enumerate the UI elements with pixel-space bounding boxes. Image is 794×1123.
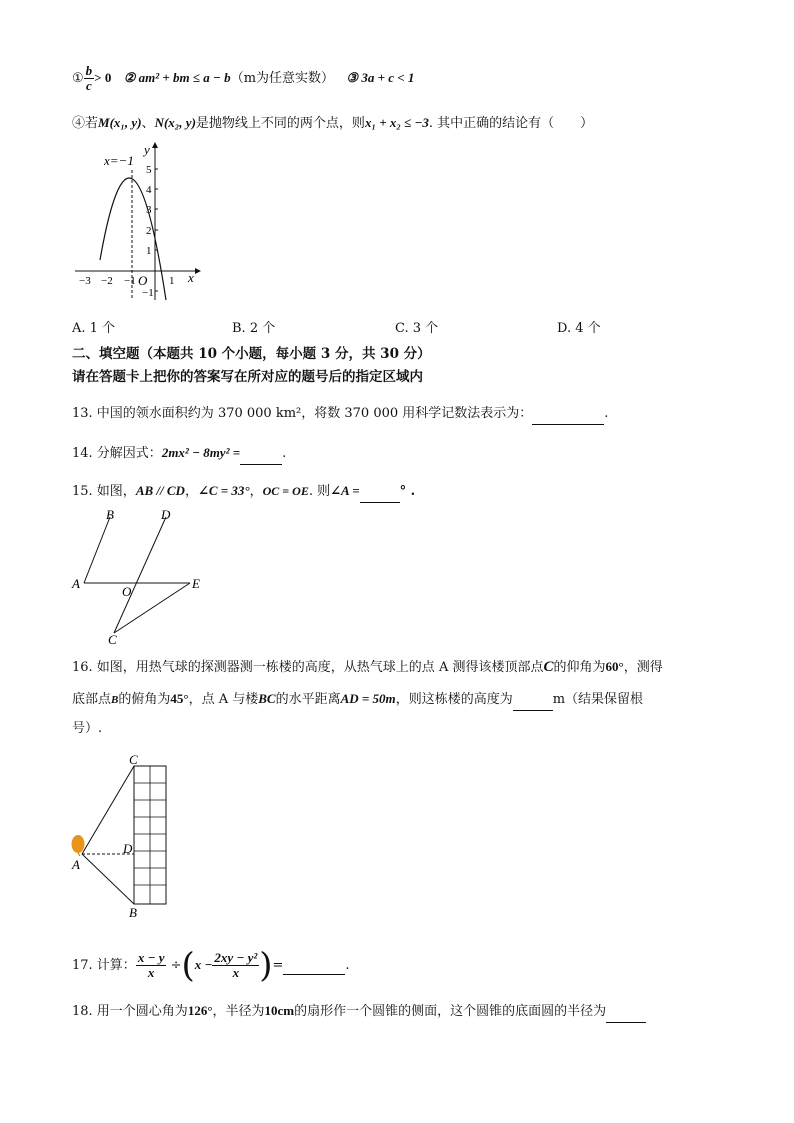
statement-3: ③ 3a + c < 1 (346, 70, 415, 85)
label-E: E (192, 576, 200, 591)
x-tick-neg3: −3 (79, 275, 91, 287)
answer-blank-15[interactable] (360, 482, 400, 503)
question-17: 17. 计算： $\frac{x - y}{x}$ ÷(x − $\frac{\text{2xy − y²}}{x}$ )= . (72, 945, 350, 986)
choice-b[interactable]: B. 2 个 (232, 321, 276, 336)
answer-blank-16[interactable] (513, 690, 553, 711)
choice-a[interactable]: A. 1 个 (72, 321, 116, 336)
angle-a-ask: ∠A = (330, 483, 360, 498)
parabola-graph (70, 140, 205, 305)
label-A: A (72, 576, 80, 591)
q12-statements-line (72, 64, 414, 93)
label-A: A (72, 857, 80, 872)
statement-1-label: ① (72, 71, 84, 86)
building-BC: BC (258, 691, 276, 706)
question-17-text: 17. 计算： (72, 958, 136, 973)
x-tick-neg1: −1 (124, 275, 136, 287)
x-axis-label: x (188, 270, 194, 285)
y-tick-5: 5 (146, 164, 152, 176)
statement-2-note: （m为任意实数） (230, 71, 335, 86)
label-C: C (108, 632, 117, 647)
central-angle: 126° (187, 1003, 213, 1018)
point-C: C (543, 659, 554, 675)
question-13-text: 13. 中国的领水面积约为 370 000 km²，将数 370 000 用科学记数法表示为： (72, 406, 533, 421)
x-tick-neg2: −2 (101, 275, 113, 287)
label-O: O (122, 584, 132, 599)
question-16-line-1: 16. 如图，用热气球的探测器测一栋楼的高度，从热气球上的点 A 测得该楼顶部点C的仰角为60°，测得 (72, 659, 663, 675)
label-B: B (106, 507, 114, 522)
label-D: D (123, 841, 133, 856)
y-tick-1: 1 (146, 245, 152, 257)
point-M: M(x₁, y) (98, 115, 142, 130)
label-D: D (161, 507, 171, 522)
statement-1-fraction: $\frac{b}{c}$ (85, 63, 93, 93)
condition-x-sum: x₁ + x₂ ≤ −3 (364, 115, 429, 130)
sector-radius: 10cm (264, 1003, 295, 1018)
q12-statement-4: ④若M(x₁, y)、N(x₂, y)是抛物线上不同的两个点，则x₁ + x₂ ≤ −3. 其中正确的结论有（ ） (72, 115, 594, 131)
point-B: B (111, 694, 119, 706)
answer-blank-17[interactable] (283, 958, 345, 975)
x-tick-1: 1 (169, 275, 175, 287)
angle-c-condition: ∠C = 33° (197, 483, 250, 498)
factor-expression: 2mx² − 8my² = (161, 445, 241, 460)
label-B: B (129, 905, 137, 920)
question-16-line-3: 号）. (72, 721, 103, 736)
equal-segments-condition: OC = OE (262, 484, 309, 498)
hot-air-balloon-icon (72, 835, 85, 853)
question-18: 18. 用一个圆心角为126°，半径为10cm的扇形作一个圆锥的侧面，这个圆锥的底面圆的半径为 (72, 1001, 646, 1023)
answer-blank-14[interactable] (240, 444, 282, 465)
point-N: N(x₂, y) (154, 115, 196, 130)
balloon-building-figure (68, 752, 178, 922)
axis-of-symmetry-label: x=−1 (104, 153, 134, 168)
depression-angle: 45° (170, 691, 189, 706)
statement-1-rest: > 0 (94, 70, 112, 85)
fraction-1: $\frac{x - y}{x}$ (137, 950, 165, 980)
section-2-instruction: 请在答题卡上把你的答案写在所对应的题号后的指定区域内 (72, 369, 423, 385)
fraction-2: $\frac{\text{2xy − y²}}{x}$ (214, 950, 258, 980)
parallel-condition: AB // CD (135, 483, 185, 498)
answer-blank-13[interactable] (532, 404, 604, 425)
y-tick-3: 3 (146, 204, 152, 216)
y-tick-neg1: −1 (142, 287, 154, 299)
question-16-line-2: 底部点B的俯角为45°，点 A 与楼BC的水平距离AD = 50m，则这栋楼的高度为 m（结果保留根 (72, 689, 643, 711)
origin-label: O (138, 273, 148, 288)
label-C: C (129, 752, 138, 767)
y-tick-4: 4 (146, 184, 152, 196)
statement-2: ② am² + bm ≤ a − b (123, 70, 231, 85)
question-15: 15. 如图，AB // CD，∠C = 33°，OC = OE. 则∠A = ° . (72, 481, 415, 503)
section-2-heading: 二、填空题（本题共 10 个小题，每小题 3 分，共 30 分） (72, 346, 431, 362)
answer-blank-18[interactable] (606, 1002, 646, 1023)
y-axis-label: y (144, 142, 150, 157)
question-13: 13. 中国的领水面积约为 370 000 km²，将数 370 000 用科学记数法表示为： . (72, 404, 608, 425)
question-14-text: 14. 分解因式： (72, 446, 162, 461)
elevation-angle: 60° (605, 659, 624, 674)
choice-c[interactable]: C. 3 个 (395, 321, 439, 336)
distance-AD: AD = 50m (340, 691, 396, 706)
parallel-lines-figure (70, 505, 210, 650)
y-tick-2: 2 (146, 225, 152, 237)
choice-d[interactable]: D. 4 个 (557, 321, 601, 336)
question-14: 14. 分解因式：2mx² − 8my² = . (72, 443, 286, 465)
